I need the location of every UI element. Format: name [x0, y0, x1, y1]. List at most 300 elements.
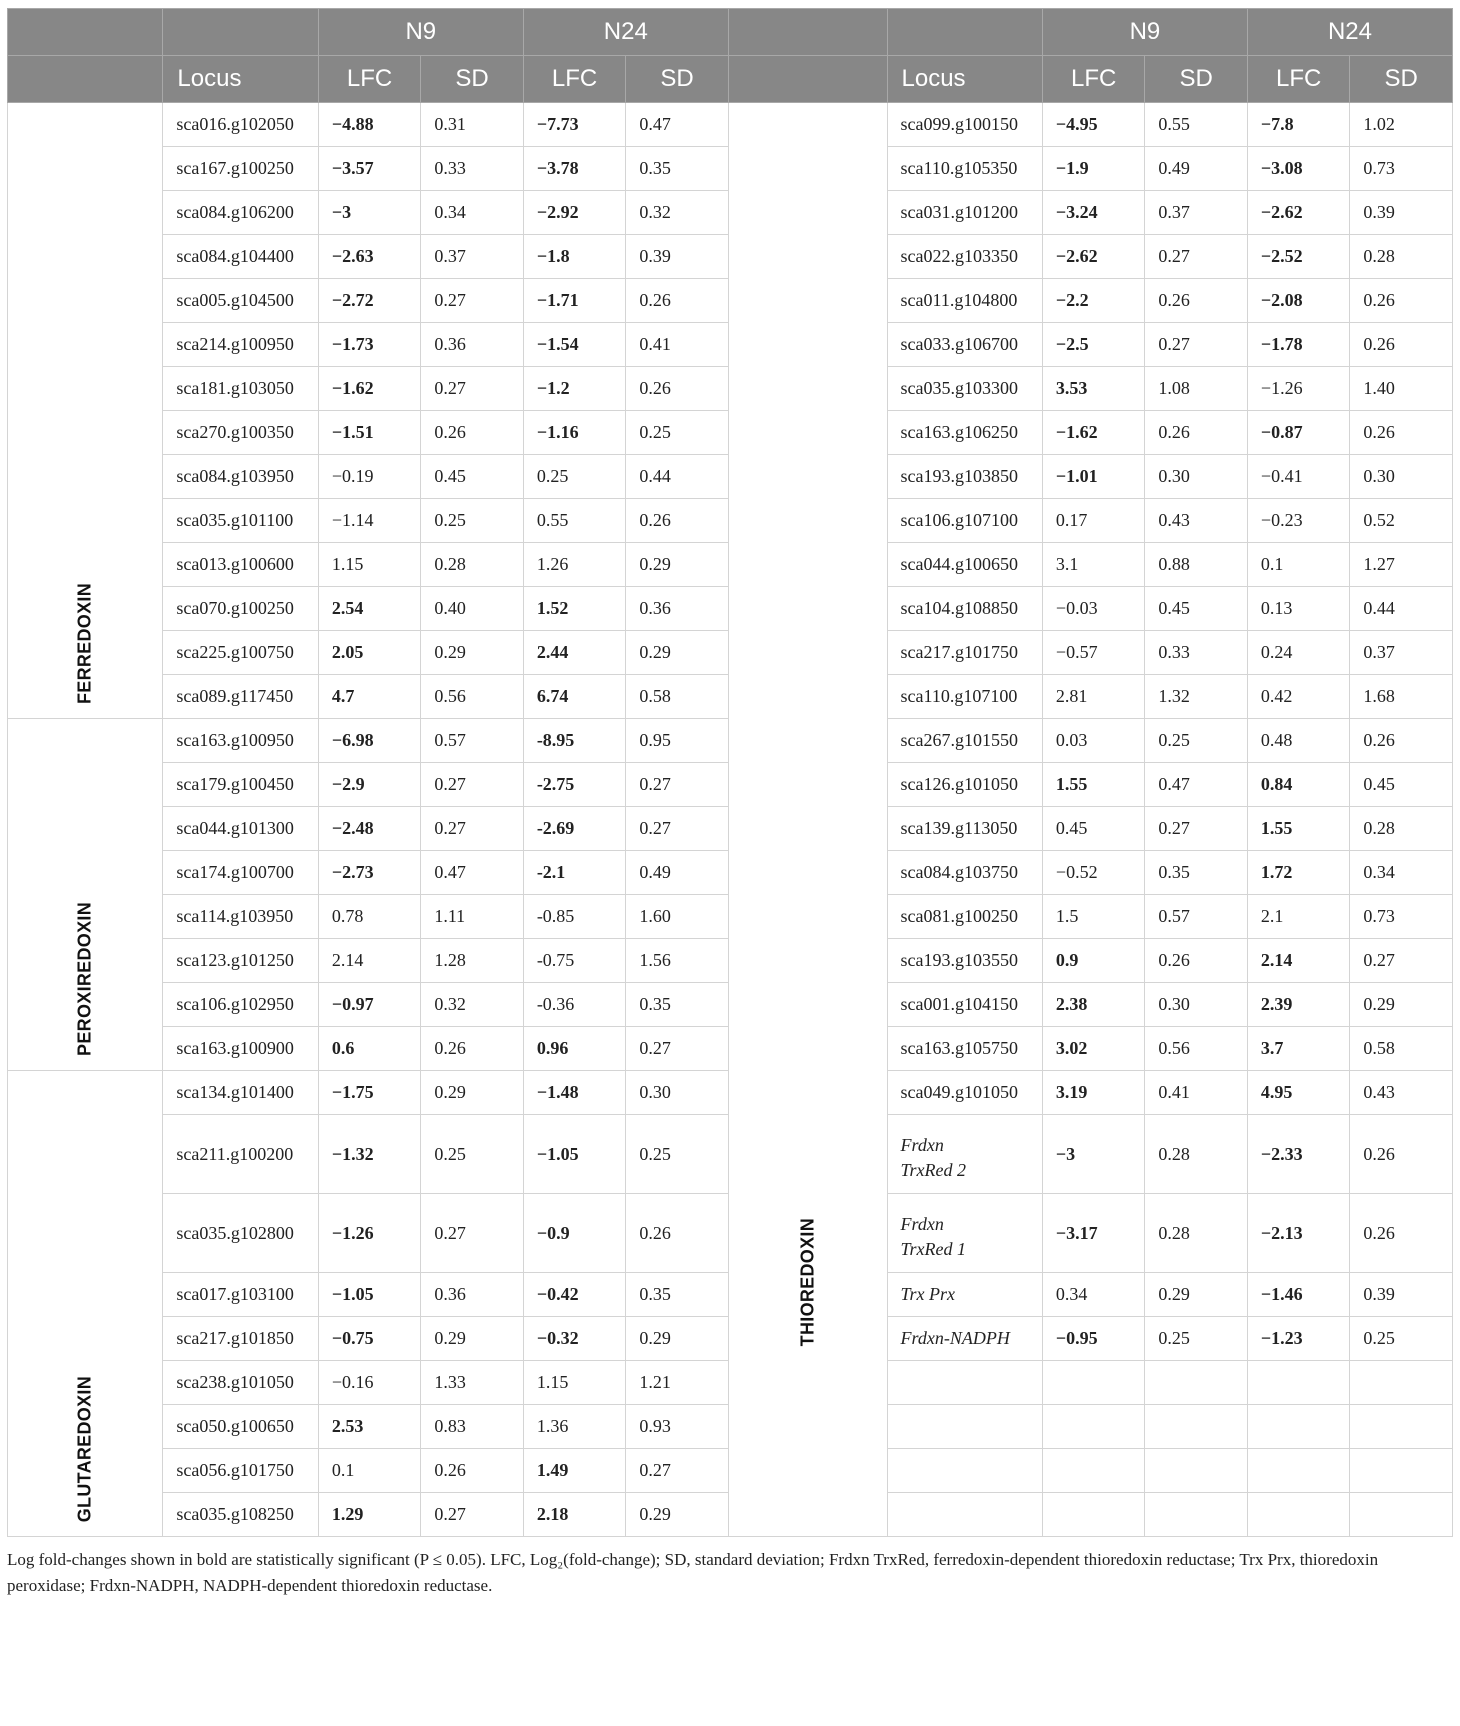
locus-cell-left: sca089.g117450 — [163, 675, 318, 719]
locus-cell-right: sca001.g104150 — [887, 983, 1042, 1027]
n24-sd-cell-right: 0.73 — [1350, 895, 1453, 939]
locus-cell-left: sca167.g100250 — [163, 147, 318, 191]
n9-sd-cell-left: 0.36 — [421, 1273, 524, 1317]
n24-lfc-cell-left: 1.49 — [523, 1449, 626, 1493]
n24-lfc-cell-right: 0.13 — [1247, 587, 1350, 631]
n9-lfc-cell-right: −1.9 — [1042, 147, 1145, 191]
n24-lfc-cell-left: −1.54 — [523, 323, 626, 367]
n9-lfc-cell-left: −1.62 — [318, 367, 421, 411]
empty-cell — [1042, 1361, 1145, 1405]
locus-cell-right: sca193.g103550 — [887, 939, 1042, 983]
n24-lfc-cell-right: −0.23 — [1247, 499, 1350, 543]
n9-lfc-cell-left: −1.05 — [318, 1273, 421, 1317]
n24-sd-cell-right: 1.68 — [1350, 675, 1453, 719]
n24-lfc-cell-left: −1.16 — [523, 411, 626, 455]
n9-sd-cell-right: 0.33 — [1145, 631, 1248, 675]
header-protein-right-sub — [728, 56, 887, 103]
n24-sd-cell-right: 0.45 — [1350, 763, 1453, 807]
n24-lfc-cell-right: 3.7 — [1247, 1027, 1350, 1071]
n24-sd-cell-right: 0.27 — [1350, 939, 1453, 983]
n9-lfc-cell-left: −1.32 — [318, 1115, 421, 1194]
n9-lfc-cell-right: 0.03 — [1042, 719, 1145, 763]
empty-cell — [887, 1361, 1042, 1405]
protein-group-cell — [728, 103, 887, 1361]
protein-group-label-text: THIOREDOXIN — [797, 1218, 818, 1347]
locus-cell-left: sca181.g103050 — [163, 367, 318, 411]
n9-lfc-cell-left: −0.97 — [318, 983, 421, 1027]
n24-lfc-cell-left: −2.92 — [523, 191, 626, 235]
n9-sd-cell-right: 0.26 — [1145, 411, 1248, 455]
n9-sd-cell-left: 0.27 — [421, 1194, 524, 1273]
empty-cell — [1042, 1405, 1145, 1449]
n9-lfc-cell-left: −1.73 — [318, 323, 421, 367]
n24-lfc-cell-right: 0.1 — [1247, 543, 1350, 587]
n9-lfc-cell-left: −1.26 — [318, 1194, 421, 1273]
n9-lfc-cell-right: −2.5 — [1042, 323, 1145, 367]
n24-lfc-cell-right: −0.87 — [1247, 411, 1350, 455]
n9-sd-cell-left: 0.27 — [421, 367, 524, 411]
n9-sd-cell-left: 0.56 — [421, 675, 524, 719]
enzyme-name-line: Frdxn — [900, 1214, 944, 1234]
n9-lfc-cell-right: 3.1 — [1042, 543, 1145, 587]
n24-sd-cell-right: 0.58 — [1350, 1027, 1453, 1071]
n9-lfc-cell-right: 1.5 — [1042, 895, 1145, 939]
header-group-n9-left: N9 — [318, 9, 523, 56]
header-n24-lfc-right: LFC — [1247, 56, 1350, 103]
n24-sd-cell-left: 1.56 — [626, 939, 729, 983]
n9-lfc-cell-left: −3.57 — [318, 147, 421, 191]
header-n24-lfc-left: LFC — [523, 56, 626, 103]
n9-lfc-cell-right: 3.19 — [1042, 1071, 1145, 1115]
n9-lfc-cell-right: −2.62 — [1042, 235, 1145, 279]
n24-lfc-cell-left: -2.75 — [523, 763, 626, 807]
n9-sd-cell-left: 0.34 — [421, 191, 524, 235]
n24-lfc-cell-right: −2.52 — [1247, 235, 1350, 279]
empty-cell — [1145, 1405, 1248, 1449]
n24-sd-cell-left: 0.49 — [626, 851, 729, 895]
n24-lfc-cell-left: −1.2 — [523, 367, 626, 411]
n24-sd-cell-left: 0.93 — [626, 1405, 729, 1449]
n9-lfc-cell-left: −0.75 — [318, 1317, 421, 1361]
n24-sd-cell-right: 0.26 — [1350, 323, 1453, 367]
enzyme-name-cell — [887, 1194, 1042, 1273]
n24-lfc-cell-right: 1.55 — [1247, 807, 1350, 851]
n9-sd-cell-right: 0.30 — [1145, 983, 1248, 1027]
n24-sd-cell-right: 0.52 — [1350, 499, 1453, 543]
n24-sd-cell-right: 0.39 — [1350, 191, 1453, 235]
n24-sd-cell-right: 0.26 — [1350, 1115, 1453, 1194]
locus-cell-right: sca106.g107100 — [887, 499, 1042, 543]
n24-sd-cell-left: 0.26 — [626, 279, 729, 323]
n9-lfc-cell-right: −4.95 — [1042, 103, 1145, 147]
locus-cell-left: sca035.g101100 — [163, 499, 318, 543]
n24-lfc-cell-left: 2.18 — [523, 1493, 626, 1537]
enzyme-name-line: Frdxn — [900, 1135, 944, 1155]
n24-sd-cell-left: 0.29 — [626, 1493, 729, 1537]
header-n9-sd-right: SD — [1145, 56, 1248, 103]
n24-sd-cell-right: 0.30 — [1350, 455, 1453, 499]
enzyme-name-line: TrxRed 1 — [900, 1239, 967, 1259]
n9-sd-cell-left: 0.26 — [421, 411, 524, 455]
n9-sd-cell-left: 0.37 — [421, 235, 524, 279]
enzyme-name-line: Trx Prx — [900, 1284, 956, 1304]
n9-lfc-cell-right: 1.55 — [1042, 763, 1145, 807]
n9-lfc-cell-left: −3 — [318, 191, 421, 235]
header-n9-sd-left: SD — [421, 56, 524, 103]
locus-cell-right: sca022.g103350 — [887, 235, 1042, 279]
n9-lfc-cell-right: −3.24 — [1042, 191, 1145, 235]
n9-sd-cell-right: 0.27 — [1145, 323, 1248, 367]
n24-sd-cell-left: 0.58 — [626, 675, 729, 719]
n24-lfc-cell-left: 1.15 — [523, 1361, 626, 1405]
n24-lfc-cell-right: 2.14 — [1247, 939, 1350, 983]
n9-lfc-cell-left: −1.51 — [318, 411, 421, 455]
locus-cell-left: sca238.g101050 — [163, 1361, 318, 1405]
enzyme-name-cell — [887, 1273, 1042, 1317]
n9-lfc-cell-right: 0.17 — [1042, 499, 1145, 543]
n9-sd-cell-left: 0.26 — [421, 1027, 524, 1071]
empty-cell — [887, 1449, 1042, 1493]
n24-sd-cell-left: 0.26 — [626, 499, 729, 543]
n9-sd-cell-left: 0.40 — [421, 587, 524, 631]
n24-sd-cell-left: 0.27 — [626, 807, 729, 851]
n9-sd-cell-right: 0.26 — [1145, 939, 1248, 983]
header-locus-left-top — [163, 9, 318, 56]
locus-cell-left: sca134.g101400 — [163, 1071, 318, 1115]
locus-cell-left: sca123.g101250 — [163, 939, 318, 983]
n9-lfc-cell-right: 3.02 — [1042, 1027, 1145, 1071]
n9-lfc-cell-left: 0.6 — [318, 1027, 421, 1071]
n24-lfc-cell-left: 1.52 — [523, 587, 626, 631]
locus-cell-right: sca049.g101050 — [887, 1071, 1042, 1115]
n9-sd-cell-right: 0.57 — [1145, 895, 1248, 939]
n24-lfc-cell-left: -8.95 — [523, 719, 626, 763]
locus-cell-left: sca211.g100200 — [163, 1115, 318, 1194]
locus-cell-right: sca163.g106250 — [887, 411, 1042, 455]
n24-lfc-cell-left: −1.05 — [523, 1115, 626, 1194]
n24-sd-cell-right: 0.26 — [1350, 1194, 1453, 1273]
n9-sd-cell-left: 1.33 — [421, 1361, 524, 1405]
locus-cell-left: sca179.g100450 — [163, 763, 318, 807]
n9-lfc-cell-left: −6.98 — [318, 719, 421, 763]
n9-sd-cell-left: 1.11 — [421, 895, 524, 939]
n24-lfc-cell-left: -0.85 — [523, 895, 626, 939]
n9-lfc-cell-right: 0.34 — [1042, 1273, 1145, 1317]
n9-sd-cell-right: 0.41 — [1145, 1071, 1248, 1115]
locus-cell-right: sca084.g103750 — [887, 851, 1042, 895]
n24-lfc-cell-right: −1.46 — [1247, 1273, 1350, 1317]
n9-sd-cell-right: 0.45 — [1145, 587, 1248, 631]
n9-sd-cell-left: 0.27 — [421, 763, 524, 807]
enzyme-name-line: Frdxn-NADPH — [900, 1328, 1010, 1348]
n24-sd-cell-right: 0.73 — [1350, 147, 1453, 191]
n24-lfc-cell-left: −0.42 — [523, 1273, 626, 1317]
n9-sd-cell-left: 0.28 — [421, 543, 524, 587]
locus-cell-right: sca044.g100650 — [887, 543, 1042, 587]
n24-sd-cell-left: 0.47 — [626, 103, 729, 147]
n9-sd-cell-left: 0.25 — [421, 499, 524, 543]
n9-lfc-cell-right: −1.62 — [1042, 411, 1145, 455]
n24-sd-cell-right: 0.26 — [1350, 279, 1453, 323]
n24-sd-cell-left: 0.29 — [626, 1317, 729, 1361]
n9-lfc-cell-right: −3 — [1042, 1115, 1145, 1194]
locus-cell-left: sca035.g108250 — [163, 1493, 318, 1537]
locus-cell-right: sca163.g105750 — [887, 1027, 1042, 1071]
n9-lfc-cell-left: 4.7 — [318, 675, 421, 719]
locus-cell-left: sca114.g103950 — [163, 895, 318, 939]
protein-group-label-text: GLUTAREDOXIN — [74, 1375, 95, 1522]
locus-cell-left: sca013.g100600 — [163, 543, 318, 587]
n9-lfc-cell-left: 2.54 — [318, 587, 421, 631]
n9-lfc-cell-left: 1.29 — [318, 1493, 421, 1537]
n24-sd-cell-right: 1.02 — [1350, 103, 1453, 147]
n9-sd-cell-right: 0.26 — [1145, 279, 1248, 323]
n24-sd-cell-left: 0.25 — [626, 411, 729, 455]
locus-cell-right: sca217.g101750 — [887, 631, 1042, 675]
n24-lfc-cell-left: -2.1 — [523, 851, 626, 895]
n9-lfc-cell-left: −4.88 — [318, 103, 421, 147]
n9-sd-cell-right: 0.29 — [1145, 1273, 1248, 1317]
n24-lfc-cell-right: 0.42 — [1247, 675, 1350, 719]
header-protein-right — [728, 9, 887, 56]
table-body — [8, 103, 1453, 1537]
n24-lfc-cell-left: -2.69 — [523, 807, 626, 851]
enzyme-name-cell — [887, 1115, 1042, 1194]
n24-sd-cell-left: 0.35 — [626, 147, 729, 191]
n24-lfc-cell-right: 0.24 — [1247, 631, 1350, 675]
locus-cell-right: sca110.g107100 — [887, 675, 1042, 719]
empty-cell — [1145, 1449, 1248, 1493]
n24-lfc-cell-left: -0.75 — [523, 939, 626, 983]
protein-group-label — [75, 902, 96, 1056]
n24-sd-cell-right: 0.34 — [1350, 851, 1453, 895]
n24-lfc-cell-right: −1.78 — [1247, 323, 1350, 367]
header-locus-left: Locus — [163, 56, 318, 103]
locus-cell-left: sca163.g100900 — [163, 1027, 318, 1071]
n24-sd-cell-right: 0.26 — [1350, 719, 1453, 763]
n9-sd-cell-left: 0.26 — [421, 1449, 524, 1493]
n9-lfc-cell-right: 0.45 — [1042, 807, 1145, 851]
protein-group-label-text: FERREDOXIN — [74, 582, 95, 704]
n9-sd-cell-left: 0.32 — [421, 983, 524, 1027]
n24-lfc-cell-left: 0.25 — [523, 455, 626, 499]
locus-cell-right: sca110.g105350 — [887, 147, 1042, 191]
header-group-n24-left: N24 — [523, 9, 728, 56]
n24-lfc-cell-right: −2.13 — [1247, 1194, 1350, 1273]
n9-lfc-cell-left: 2.53 — [318, 1405, 421, 1449]
empty-cell — [1247, 1493, 1350, 1537]
n9-sd-cell-right: 0.25 — [1145, 719, 1248, 763]
n24-sd-cell-right: 0.37 — [1350, 631, 1453, 675]
n9-lfc-cell-left: −2.73 — [318, 851, 421, 895]
header-n24-sd-right: SD — [1350, 56, 1453, 103]
empty-cell — [1042, 1493, 1145, 1537]
n24-lfc-cell-right: 2.1 — [1247, 895, 1350, 939]
empty-cell — [1247, 1405, 1350, 1449]
n9-sd-cell-right: 0.55 — [1145, 103, 1248, 147]
n24-lfc-cell-left: 1.26 — [523, 543, 626, 587]
n24-sd-cell-right: 0.28 — [1350, 807, 1453, 851]
n24-lfc-cell-right: −2.62 — [1247, 191, 1350, 235]
n24-sd-cell-right: 0.29 — [1350, 983, 1453, 1027]
n24-sd-cell-left: 0.25 — [626, 1115, 729, 1194]
n9-sd-cell-left: 0.47 — [421, 851, 524, 895]
n24-sd-cell-right: 0.26 — [1350, 411, 1453, 455]
n9-sd-cell-left: 0.27 — [421, 279, 524, 323]
protein-group-label — [75, 1376, 96, 1522]
n24-sd-cell-left: 0.35 — [626, 1273, 729, 1317]
empty-cell — [887, 1493, 1042, 1537]
locus-cell-right: sca081.g100250 — [887, 895, 1042, 939]
n9-sd-cell-left: 0.36 — [421, 323, 524, 367]
n9-sd-cell-right: 1.32 — [1145, 675, 1248, 719]
n24-sd-cell-left: 1.60 — [626, 895, 729, 939]
n24-sd-cell-left: 0.39 — [626, 235, 729, 279]
header-group-n24-right: N24 — [1247, 9, 1452, 56]
table-row — [8, 1361, 1453, 1405]
n9-lfc-cell-left: 2.14 — [318, 939, 421, 983]
locus-cell-left: sca214.g100950 — [163, 323, 318, 367]
n9-sd-cell-right: 0.56 — [1145, 1027, 1248, 1071]
locus-cell-right: sca011.g104800 — [887, 279, 1042, 323]
locus-cell-right: sca139.g113050 — [887, 807, 1042, 851]
locus-cell-left: sca225.g100750 — [163, 631, 318, 675]
header-row-groups — [8, 9, 1453, 56]
protein-group-label-text: PEROXIREDOXIN — [74, 902, 95, 1056]
n9-lfc-cell-left: −1.75 — [318, 1071, 421, 1115]
n9-lfc-cell-right: 3.53 — [1042, 367, 1145, 411]
n24-lfc-cell-right: −0.41 — [1247, 455, 1350, 499]
empty-cell — [1350, 1449, 1453, 1493]
n24-sd-cell-left: 0.27 — [626, 1449, 729, 1493]
n9-lfc-cell-left: −0.19 — [318, 455, 421, 499]
n9-sd-cell-left: 0.29 — [421, 1071, 524, 1115]
n9-lfc-cell-right: −0.95 — [1042, 1317, 1145, 1361]
n24-sd-cell-left: 0.30 — [626, 1071, 729, 1115]
n24-lfc-cell-right: 0.84 — [1247, 763, 1350, 807]
n9-lfc-cell-left: 0.1 — [318, 1449, 421, 1493]
n24-lfc-cell-left: 0.96 — [523, 1027, 626, 1071]
empty-cell — [1042, 1449, 1145, 1493]
locus-cell-left: sca044.g101300 — [163, 807, 318, 851]
n9-sd-cell-left: 0.31 — [421, 103, 524, 147]
header-protein-left — [8, 9, 163, 56]
n24-lfc-cell-left: −0.32 — [523, 1317, 626, 1361]
n9-lfc-cell-left: −2.72 — [318, 279, 421, 323]
protein-group-label — [797, 1218, 818, 1346]
n9-sd-cell-right: 0.27 — [1145, 807, 1248, 851]
n24-sd-cell-right: 0.28 — [1350, 235, 1453, 279]
n9-sd-cell-left: 0.83 — [421, 1405, 524, 1449]
n9-lfc-cell-left: −2.9 — [318, 763, 421, 807]
locus-cell-right: sca031.g101200 — [887, 191, 1042, 235]
empty-cell — [1145, 1361, 1248, 1405]
n9-sd-cell-left: 0.29 — [421, 1317, 524, 1361]
header-n9-lfc-right: LFC — [1042, 56, 1145, 103]
n24-sd-cell-right: 0.39 — [1350, 1273, 1453, 1317]
locus-cell-right: sca126.g101050 — [887, 763, 1042, 807]
n9-sd-cell-right: 0.27 — [1145, 235, 1248, 279]
n9-sd-cell-left: 1.28 — [421, 939, 524, 983]
header-n24-sd-left: SD — [626, 56, 729, 103]
n24-lfc-cell-left: −1.71 — [523, 279, 626, 323]
enzyme-name-cell — [887, 1317, 1042, 1361]
n9-sd-cell-right: 0.47 — [1145, 763, 1248, 807]
n24-sd-cell-left: 0.41 — [626, 323, 729, 367]
n9-sd-cell-right: 0.28 — [1145, 1115, 1248, 1194]
locus-cell-right: sca267.g101550 — [887, 719, 1042, 763]
n9-sd-cell-left: 0.45 — [421, 455, 524, 499]
n9-sd-cell-right: 0.30 — [1145, 455, 1248, 499]
n9-lfc-cell-right: −3.17 — [1042, 1194, 1145, 1273]
n9-lfc-cell-left: −0.16 — [318, 1361, 421, 1405]
n24-lfc-cell-left: −1.8 — [523, 235, 626, 279]
protein-group-cell — [8, 1071, 163, 1537]
protein-group-cell — [8, 719, 163, 1071]
locus-cell-right: sca035.g103300 — [887, 367, 1042, 411]
table-row — [8, 103, 1453, 147]
n9-lfc-cell-right: 2.38 — [1042, 983, 1145, 1027]
n9-sd-cell-right: 0.28 — [1145, 1194, 1248, 1273]
n24-lfc-cell-right: −7.8 — [1247, 103, 1350, 147]
empty-cell — [1247, 1449, 1350, 1493]
n9-sd-cell-right: 0.25 — [1145, 1317, 1248, 1361]
n9-lfc-cell-right: −0.52 — [1042, 851, 1145, 895]
n24-sd-cell-right: 0.44 — [1350, 587, 1453, 631]
n9-lfc-cell-left: 2.05 — [318, 631, 421, 675]
n24-lfc-cell-right: −1.26 — [1247, 367, 1350, 411]
n9-lfc-cell-right: 0.9 — [1042, 939, 1145, 983]
n9-lfc-cell-left: −1.14 — [318, 499, 421, 543]
n24-lfc-cell-left: −3.78 — [523, 147, 626, 191]
n24-lfc-cell-left: 1.36 — [523, 1405, 626, 1449]
locus-cell-left: sca056.g101750 — [163, 1449, 318, 1493]
locus-cell-right: sca104.g108850 — [887, 587, 1042, 631]
n9-lfc-cell-right: −0.03 — [1042, 587, 1145, 631]
n9-sd-cell-right: 0.37 — [1145, 191, 1248, 235]
n24-sd-cell-left: 0.95 — [626, 719, 729, 763]
n24-lfc-cell-left: -0.36 — [523, 983, 626, 1027]
n24-lfc-cell-right: −2.08 — [1247, 279, 1350, 323]
locus-cell-right: sca033.g106700 — [887, 323, 1042, 367]
locus-cell-left: sca106.g102950 — [163, 983, 318, 1027]
n24-sd-cell-left: 0.27 — [626, 1027, 729, 1071]
locus-cell-left: sca217.g101850 — [163, 1317, 318, 1361]
table-wrapper — [0, 8, 1460, 1599]
locus-cell-left: sca017.g103100 — [163, 1273, 318, 1317]
header-group-n9-right: N9 — [1042, 9, 1247, 56]
empty-cell — [1350, 1493, 1453, 1537]
n24-sd-cell-left: 0.36 — [626, 587, 729, 631]
n9-sd-cell-left: 0.57 — [421, 719, 524, 763]
locus-cell-right: sca099.g100150 — [887, 103, 1042, 147]
n24-sd-cell-left: 0.35 — [626, 983, 729, 1027]
table-footnote: Log fold-changes shown in bold are statistically significant (P ≤ 0.05). LFC, Log₂(fold-change); SD, standard deviation; Frdxn TrxRed, ferredoxin-dependent thioredoxin reductase; Trx Prx, thioredoxin peroxidase; Frdxn-NADPH, NADPH-dependent thioredoxin reductase. — [7, 1550, 1379, 1595]
n9-lfc-cell-left: −2.48 — [318, 807, 421, 851]
n9-sd-cell-left: 0.33 — [421, 147, 524, 191]
n24-lfc-cell-left: −7.73 — [523, 103, 626, 147]
n24-lfc-cell-right: −2.33 — [1247, 1115, 1350, 1194]
n24-sd-cell-left: 0.26 — [626, 1194, 729, 1273]
n9-sd-cell-left: 0.25 — [421, 1115, 524, 1194]
header-row-columns — [8, 56, 1453, 103]
n24-sd-cell-left: 0.29 — [626, 543, 729, 587]
n24-sd-cell-left: 0.44 — [626, 455, 729, 499]
n24-lfc-cell-right: −1.23 — [1247, 1317, 1350, 1361]
n24-lfc-cell-right: 2.39 — [1247, 983, 1350, 1027]
n24-sd-cell-right: 1.27 — [1350, 543, 1453, 587]
n24-sd-cell-left: 1.21 — [626, 1361, 729, 1405]
